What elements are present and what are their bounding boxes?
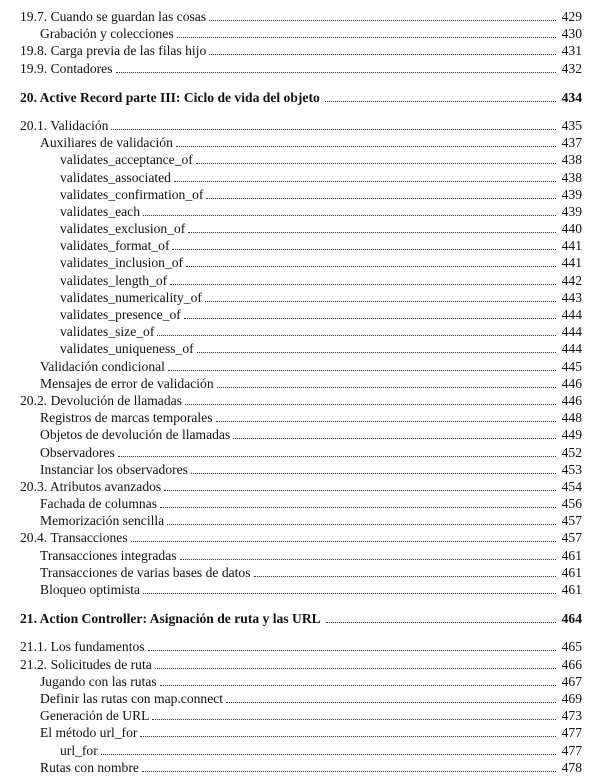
toc-entry-page: 449 <box>561 427 582 443</box>
toc-entry-title: 20.2. Devolución de llamadas <box>20 392 182 408</box>
toc-entry-page: 440 <box>561 221 582 237</box>
toc-entry-page: 465 <box>561 639 582 655</box>
toc-entry[interactable] <box>20 409 582 426</box>
dot-leader <box>209 20 556 21</box>
toc-entry-title: validates_length_of <box>60 272 168 288</box>
toc-entry[interactable] <box>20 656 582 673</box>
toc-entry-title: validates_uniqueness_of <box>60 341 194 357</box>
toc-entry-title: El método url_for <box>40 725 138 741</box>
toc-entry-title: validates_acceptance_of <box>60 152 193 168</box>
dot-leader <box>167 524 556 525</box>
dot-leader <box>160 507 556 508</box>
toc-entry[interactable] <box>20 392 582 409</box>
toc-entry[interactable] <box>20 512 582 529</box>
toc-entry[interactable] <box>20 134 582 151</box>
dot-leader <box>101 754 556 755</box>
spacer <box>20 627 582 638</box>
dot-leader <box>226 702 556 703</box>
toc-entry[interactable] <box>20 358 582 375</box>
dot-leader <box>172 249 556 250</box>
toc-entry[interactable] <box>20 306 582 323</box>
dot-leader <box>170 284 556 285</box>
toc-entry-page: 469 <box>561 690 582 706</box>
toc-entry-page: 473 <box>561 708 582 724</box>
toc-entry-page: 448 <box>561 410 582 426</box>
toc-entry-title: 21.2. Solicitudes de ruta <box>20 656 152 672</box>
toc-entry[interactable] <box>20 289 582 306</box>
spacer <box>20 77 582 89</box>
toc-entry[interactable] <box>20 461 582 478</box>
toc-entry[interactable] <box>20 272 582 289</box>
dot-leader <box>209 54 556 55</box>
toc-entry-page: 461 <box>561 582 582 597</box>
toc-entry-title: Bloqueo optimista <box>40 582 141 597</box>
toc-entry-title: Registros de marcas temporales <box>40 410 213 426</box>
toc-entry-page: 443 <box>561 289 582 305</box>
toc-entry-page: 444 <box>561 307 582 322</box>
toc-entry-page: 439 <box>561 186 582 202</box>
toc-entry[interactable] <box>20 8 582 25</box>
toc-entry-page: 430 <box>561 26 582 42</box>
toc-entry-page: 432 <box>561 60 582 76</box>
toc-entry-page: 441 <box>561 255 582 271</box>
dot-leader <box>217 387 556 388</box>
dot-leader <box>191 473 556 474</box>
toc-entry-page: 466 <box>561 656 582 672</box>
dot-leader <box>152 719 556 720</box>
toc-entry-title: validates_presence_of <box>60 307 181 322</box>
toc-entry-title: Observadores <box>40 444 115 460</box>
toc-entry[interactable] <box>20 444 582 461</box>
toc-entry-page: 461 <box>561 564 582 580</box>
toc-entry[interactable] <box>20 186 582 203</box>
toc-entry-title: validates_exclusion_of <box>60 221 186 237</box>
dot-leader <box>197 352 556 353</box>
toc-entry-page: 446 <box>561 375 582 391</box>
dot-leader <box>148 650 556 651</box>
dot-leader <box>174 181 556 182</box>
dot-leader <box>326 622 556 623</box>
toc-entry-title: Transacciones de varias bases de datos <box>40 564 251 580</box>
dot-leader <box>196 163 556 164</box>
toc-entry-page: 444 <box>561 341 582 357</box>
toc-entry[interactable] <box>20 203 582 220</box>
toc-entry-page: 429 <box>561 9 582 24</box>
dot-leader <box>206 198 556 199</box>
spacer <box>20 598 582 610</box>
toc-entry-page: 442 <box>561 272 582 288</box>
dot-leader <box>325 101 556 102</box>
toc-entry-title: 19.8. Carga previa de las filas hijo <box>20 43 207 59</box>
dot-leader <box>205 301 556 302</box>
toc-entry-page: 437 <box>561 135 582 151</box>
toc-entry-page: 438 <box>561 152 582 168</box>
dot-leader <box>160 685 556 686</box>
toc-entry-page: 441 <box>561 238 582 254</box>
toc-entry[interactable] <box>20 547 582 564</box>
toc-entry-page: 434 <box>561 89 582 105</box>
toc-entry[interactable] <box>20 254 582 271</box>
toc-entry-title: validates_each <box>60 203 141 219</box>
table-of-contents <box>20 8 582 776</box>
toc-entry[interactable] <box>20 759 582 776</box>
toc-entry-page: 453 <box>561 461 582 477</box>
dot-leader <box>142 771 556 772</box>
toc-entry-title: 21. Action Controller: Asignación de ruta y las URL <box>20 611 321 627</box>
toc-chapter-entry[interactable] <box>20 89 582 106</box>
dot-leader <box>176 146 556 147</box>
dot-leader <box>233 438 556 439</box>
spacer <box>20 106 582 117</box>
toc-entry-title: validates_size_of <box>60 324 155 340</box>
toc-entry-page: 464 <box>561 611 582 627</box>
toc-entry-title: Generación de URL <box>40 708 150 724</box>
toc-entry-page: 457 <box>561 513 582 529</box>
toc-entry-page: 461 <box>561 547 582 563</box>
toc-entry[interactable] <box>20 529 582 546</box>
toc-entry-title: Memorización sencilla <box>40 513 165 529</box>
toc-entry-page: 431 <box>561 43 582 59</box>
toc-entry-title: Grabación y colecciones <box>40 26 174 42</box>
toc-chapter-entry[interactable] <box>20 610 582 627</box>
toc-entry[interactable] <box>20 42 582 59</box>
dot-leader <box>216 421 556 422</box>
toc-entry-page: 454 <box>561 478 582 494</box>
toc-entry[interactable] <box>20 707 582 724</box>
dot-leader <box>155 668 556 669</box>
toc-entry[interactable] <box>20 117 582 134</box>
toc-entry-title: validates_associated <box>60 169 171 185</box>
toc-entry-title: 19.9. Contadores <box>20 60 113 76</box>
toc-entry[interactable] <box>20 564 582 581</box>
toc-entry-page: 439 <box>561 203 582 219</box>
toc-entry[interactable] <box>20 25 582 42</box>
toc-entry[interactable] <box>20 581 582 598</box>
dot-leader <box>254 576 556 577</box>
toc-entry-page: 478 <box>561 759 582 775</box>
dot-leader <box>131 541 556 542</box>
toc-entry[interactable] <box>20 375 582 392</box>
toc-entry-title: validates_numericality_of <box>60 289 202 305</box>
toc-entry[interactable] <box>20 478 582 495</box>
toc-entry-title: 19.7. Cuando se guardan las cosas <box>20 9 207 24</box>
toc-entry[interactable] <box>20 673 582 690</box>
dot-leader <box>140 736 556 737</box>
toc-entry[interactable] <box>20 151 582 168</box>
toc-entry-page: 457 <box>561 530 582 546</box>
dot-leader <box>168 370 556 371</box>
toc-entry-page: 444 <box>561 324 582 340</box>
dot-leader <box>188 232 556 233</box>
toc-entry[interactable] <box>20 638 582 655</box>
toc-entry-title: validates_format_of <box>60 238 170 254</box>
dot-leader <box>116 72 556 73</box>
toc-entry-page: 477 <box>561 725 582 741</box>
dot-leader <box>180 559 556 560</box>
toc-entry[interactable] <box>20 340 582 357</box>
toc-entry[interactable] <box>20 237 582 254</box>
toc-entry[interactable] <box>20 495 582 512</box>
toc-entry[interactable] <box>20 742 582 759</box>
toc-entry-page: 438 <box>561 169 582 185</box>
dot-leader <box>185 404 556 405</box>
toc-entry[interactable] <box>20 690 582 707</box>
dot-leader <box>177 37 556 38</box>
toc-entry-title: 20. Active Record parte III: Ciclo de vida del objeto <box>20 89 320 105</box>
toc-entry-page: 452 <box>561 444 582 460</box>
dot-leader <box>157 335 556 336</box>
toc-entry-title: Objetos de devolución de llamadas <box>40 427 231 443</box>
toc-entry[interactable] <box>20 426 582 443</box>
toc-entry-title: 20.3. Atributos avanzados <box>20 478 162 494</box>
toc-entry-page: 477 <box>561 742 582 758</box>
toc-entry-title: validates_inclusion_of <box>60 255 184 271</box>
toc-entry-title: 20.4. Transacciones <box>20 530 128 546</box>
toc-entry-page: 456 <box>561 496 582 512</box>
dot-leader <box>111 129 556 130</box>
toc-entry-title: validates_confirmation_of <box>60 186 204 202</box>
dot-leader <box>164 490 556 491</box>
toc-entry-title: Jugando con las rutas <box>40 673 157 689</box>
toc-entry-title: url_for <box>60 742 98 758</box>
toc-entry-title: Transacciones integradas <box>40 547 177 563</box>
dot-leader <box>143 215 556 216</box>
toc-entry-title: Rutas con nombre <box>40 759 139 775</box>
toc-entry-title: 20.1. Validación <box>20 117 109 133</box>
toc-entry-page: 445 <box>561 358 582 374</box>
toc-entry-title: Definir las rutas con map.connect <box>40 690 224 706</box>
toc-entry-title: Validación condicional <box>40 358 165 374</box>
toc-entry-page: 435 <box>561 117 582 133</box>
toc-entry[interactable] <box>20 323 582 340</box>
dot-leader <box>186 266 556 267</box>
toc-entry-title: 21.1. Los fundamentos <box>20 639 145 655</box>
toc-entry-title: Fachada de columnas <box>40 496 158 512</box>
toc-entry[interactable] <box>20 724 582 741</box>
toc-entry[interactable] <box>20 169 582 186</box>
toc-entry[interactable] <box>20 60 582 77</box>
dot-leader <box>184 318 556 319</box>
dot-leader <box>143 593 556 594</box>
toc-entry-page: 467 <box>561 673 582 689</box>
dot-leader <box>118 456 556 457</box>
toc-entry-title: Instanciar los observadores <box>40 461 188 477</box>
toc-entry-page: 446 <box>561 392 582 408</box>
toc-entry-title: Auxiliares de validación <box>40 135 173 151</box>
toc-entry-title: Mensajes de error de validación <box>40 375 214 391</box>
toc-entry[interactable] <box>20 220 582 237</box>
